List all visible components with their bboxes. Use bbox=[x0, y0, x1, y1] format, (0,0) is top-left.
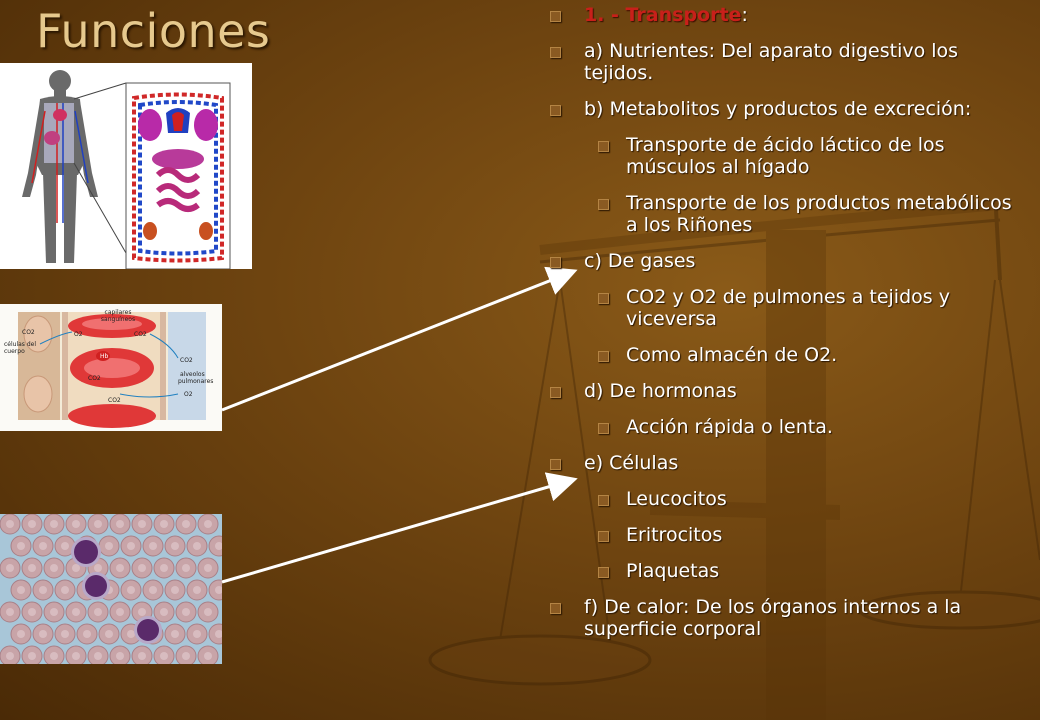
gas-exchange-diagram bbox=[0, 304, 222, 431]
erythrocyte-center bbox=[28, 608, 36, 616]
erythrocyte-center bbox=[138, 564, 146, 572]
erythrocyte-center bbox=[193, 586, 201, 594]
erythrocyte-center bbox=[72, 608, 80, 616]
label-cuerpo: cuerpo bbox=[4, 348, 25, 355]
label-o2-left: O2 bbox=[74, 331, 83, 338]
erythrocyte-center bbox=[182, 652, 190, 660]
bullet-icon bbox=[598, 199, 609, 210]
erythrocyte-center bbox=[204, 520, 212, 528]
leukocyte bbox=[85, 575, 107, 597]
bullet-icon bbox=[550, 257, 561, 268]
list-item: f) De calor: De los órganos internos a la superficie corporal bbox=[548, 596, 1028, 640]
erythrocyte-center bbox=[193, 542, 201, 550]
erythrocyte-center bbox=[160, 652, 168, 660]
erythrocyte-center bbox=[50, 608, 58, 616]
bullet-icon bbox=[550, 459, 561, 470]
erythrocyte-center bbox=[72, 564, 80, 572]
erythrocyte-center bbox=[72, 520, 80, 528]
slide-title: Funciones bbox=[36, 4, 271, 58]
erythrocyte-center bbox=[204, 652, 212, 660]
erythrocyte-center bbox=[6, 520, 14, 528]
erythrocyte-center bbox=[127, 586, 135, 594]
erythrocyte-center bbox=[94, 652, 102, 660]
sub-list-item: CO2 y O2 de pulmones a tejidos y viceversa bbox=[548, 286, 1028, 330]
erythrocyte-center bbox=[193, 630, 201, 638]
erythrocyte-center bbox=[149, 542, 157, 550]
erythrocyte-center bbox=[28, 652, 36, 660]
erythrocyte-center bbox=[61, 542, 69, 550]
erythrocyte-center bbox=[182, 520, 190, 528]
erythrocyte-center bbox=[17, 630, 25, 638]
sub-list-item: Acción rápida o lenta. bbox=[548, 416, 1028, 438]
erythrocyte-center bbox=[127, 630, 135, 638]
erythrocyte-center bbox=[61, 630, 69, 638]
erythrocyte-center bbox=[138, 608, 146, 616]
label-hb: Hb bbox=[100, 353, 109, 360]
bullet-icon bbox=[550, 387, 561, 398]
content-list bbox=[548, 4, 1028, 654]
sub-list-item: Leucocitos bbox=[548, 488, 1028, 510]
erythrocyte-center bbox=[94, 608, 102, 616]
bullet-icon bbox=[598, 351, 609, 362]
erythrocyte-center bbox=[94, 520, 102, 528]
erythrocyte-center bbox=[160, 564, 168, 572]
erythrocyte-center bbox=[149, 586, 157, 594]
sub-list-item: Como almacén de O2. bbox=[548, 344, 1028, 366]
label-co2-alv: CO2 bbox=[180, 357, 193, 364]
label-celulas-del: células del bbox=[4, 341, 37, 348]
erythrocyte-center bbox=[17, 542, 25, 550]
erythrocyte-center bbox=[39, 542, 47, 550]
label-alveolos: alveolos bbox=[180, 371, 205, 378]
bullet-icon bbox=[598, 495, 609, 506]
erythrocyte-center bbox=[171, 542, 179, 550]
arrow-cells bbox=[222, 480, 572, 582]
erythrocyte-center bbox=[50, 564, 58, 572]
label-co2-bottom: CO2 bbox=[108, 397, 121, 404]
erythrocyte-center bbox=[116, 652, 124, 660]
erythrocyte-center bbox=[39, 586, 47, 594]
blood-smear-image bbox=[0, 514, 222, 664]
erythrocyte-center bbox=[171, 630, 179, 638]
erythrocyte-center bbox=[116, 564, 124, 572]
list-item: b) Metabolitos y productos de excreción: bbox=[548, 98, 1028, 120]
erythrocyte-center bbox=[6, 608, 14, 616]
erythrocyte-center bbox=[204, 608, 212, 616]
erythrocyte-center bbox=[6, 564, 14, 572]
bullet-icon bbox=[598, 531, 609, 542]
sub-list-item: Transporte de ácido láctico de los músculos al hígado bbox=[548, 134, 1028, 178]
list-item: a) Nutrientes: Del aparato digestivo los tejidos. bbox=[548, 40, 1028, 84]
bullet-icon bbox=[550, 105, 561, 116]
label-co2-left: CO2 bbox=[22, 329, 35, 336]
erythrocyte-center bbox=[182, 608, 190, 616]
erythrocyte-center bbox=[83, 630, 91, 638]
erythrocyte-center bbox=[116, 520, 124, 528]
erythrocyte-center bbox=[105, 630, 113, 638]
label-co2-right: CO2 bbox=[134, 331, 147, 338]
label-co2-mid: CO2 bbox=[88, 375, 101, 382]
erythrocyte-center bbox=[61, 586, 69, 594]
erythrocyte-center bbox=[72, 652, 80, 660]
erythrocyte-center bbox=[28, 520, 36, 528]
circulatory-system-image bbox=[0, 63, 252, 269]
bullet-icon bbox=[550, 47, 561, 58]
list-item: d) De hormonas bbox=[548, 380, 1028, 402]
erythrocyte-center bbox=[50, 520, 58, 528]
erythrocyte-center bbox=[182, 564, 190, 572]
leukocyte bbox=[137, 619, 159, 641]
erythrocyte-center bbox=[94, 564, 102, 572]
bullet-icon bbox=[598, 567, 609, 578]
erythrocyte-center bbox=[204, 564, 212, 572]
erythrocyte-center bbox=[160, 608, 168, 616]
heading-transporte: 1. - Transporte: bbox=[548, 4, 1028, 26]
sub-list-item: Transporte de los productos metabólicos a los Riñones bbox=[548, 192, 1028, 236]
bullet-icon bbox=[550, 11, 561, 22]
erythrocyte-center bbox=[17, 586, 25, 594]
label-capilares: capilares bbox=[104, 309, 132, 316]
bullet-icon bbox=[598, 293, 609, 304]
erythrocyte-center bbox=[39, 630, 47, 638]
list-item: e) Células bbox=[548, 452, 1028, 474]
erythrocyte-center bbox=[105, 542, 113, 550]
erythrocyte-center bbox=[171, 586, 179, 594]
bullet-icon bbox=[550, 603, 561, 614]
sub-list-item: Plaquetas bbox=[548, 560, 1028, 582]
sub-list-item: Eritrocitos bbox=[548, 524, 1028, 546]
arrow-gases bbox=[222, 272, 572, 410]
erythrocyte-center bbox=[28, 564, 36, 572]
erythrocyte-center bbox=[138, 520, 146, 528]
erythrocyte-center bbox=[50, 652, 58, 660]
erythrocyte-center bbox=[138, 652, 146, 660]
list-item: c) De gases bbox=[548, 250, 1028, 272]
erythrocyte-center bbox=[127, 542, 135, 550]
label-o2-alv: O2 bbox=[184, 391, 193, 398]
bullet-icon bbox=[598, 423, 609, 434]
label-sanguineos: sanguíneos bbox=[100, 316, 136, 323]
erythrocyte-center bbox=[6, 652, 14, 660]
erythrocyte-center bbox=[116, 608, 124, 616]
bullet-icon bbox=[598, 141, 609, 152]
leukocyte bbox=[74, 540, 98, 564]
label-pulmonares: pulmonares bbox=[178, 378, 214, 385]
erythrocyte-center bbox=[160, 520, 168, 528]
